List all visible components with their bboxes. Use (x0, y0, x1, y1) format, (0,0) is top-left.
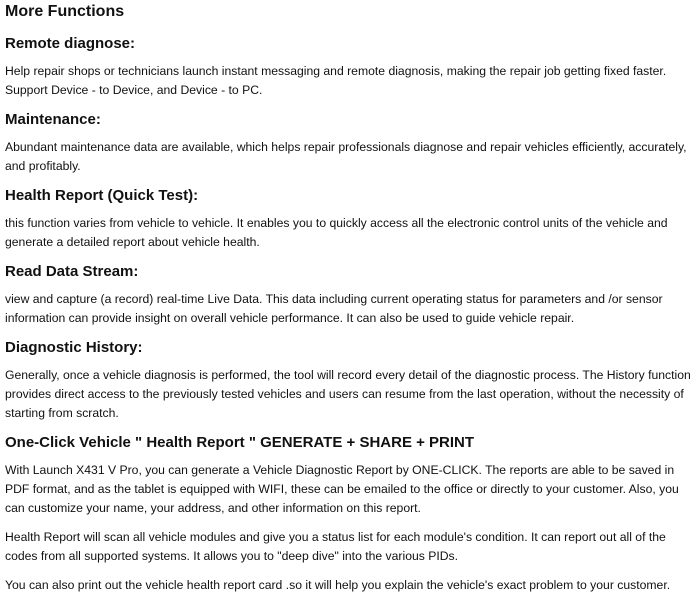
section-paragraph: Health Report will scan all vehicle modules and give you a status list for each module's condition. It can report out all of the codes from all supported systems. It allows you to "deep dive" into the various PIDs. (5, 530, 666, 563)
section-read-data-stream (5, 262, 692, 328)
section-heading: One-Click Vehicle " Health Report " GENERATE + SHARE + PRINT (5, 434, 475, 451)
section-remote-diagnose (5, 34, 692, 100)
section-heading: Health Report (Quick Test): (5, 187, 199, 204)
section-paragraph: You can also print out the vehicle health report card .so it will help you explain the vehicle's exact problem to your customer. (5, 578, 671, 592)
section-maintenance (5, 110, 692, 176)
section-heading: Diagnostic History: (5, 339, 143, 356)
section-heading: Remote diagnose: (5, 35, 136, 52)
page-title: More Functions (5, 3, 125, 20)
section-paragraph: view and capture (a record) real-time Live Data. This data including current operating status for parameters and /or sensor information can provide insight on overall vehicle performance. It can also be used to guide vehicle repair. (5, 292, 663, 325)
section-paragraph: Generally, once a vehicle diagnosis is performed, the tool will record every detail of the diagnostic process. The History function provides direct access to the previously tested vehicles and users can resume from the last operation, without the necessity of starting from scratch. (5, 368, 691, 420)
section-health-report-quick-test (5, 186, 692, 252)
section-paragraph: Help repair shops or technicians launch instant messaging and remote diagnosis, making the repair job getting fixed faster. Support Device - to Device, and Device - to PC. (5, 64, 667, 97)
section-paragraph: this function varies from vehicle to vehicle. It enables you to quickly access all the electronic control units of the vehicle and generate a detailed report about vehicle health. (5, 216, 668, 249)
section-heading: Read Data Stream: (5, 263, 139, 280)
section-paragraph: Abundant maintenance data are available, which helps repair professionals diagnose and repair vehicles efficiently, accurately, and profitably. (5, 140, 687, 173)
section-one-click-health-report (5, 433, 692, 595)
section-paragraph: With Launch X431 V Pro, you can generate a Vehicle Diagnostic Report by ONE-CLICK. The reports are able to be saved in PDF format, and as the tablet is equipped with WIFI, these can be emailed to the office or directly to your customer. Also, you can customize your name, your address, and other information on this report. (5, 463, 679, 515)
section-heading: Maintenance: (5, 111, 101, 128)
section-diagnostic-history (5, 338, 692, 423)
